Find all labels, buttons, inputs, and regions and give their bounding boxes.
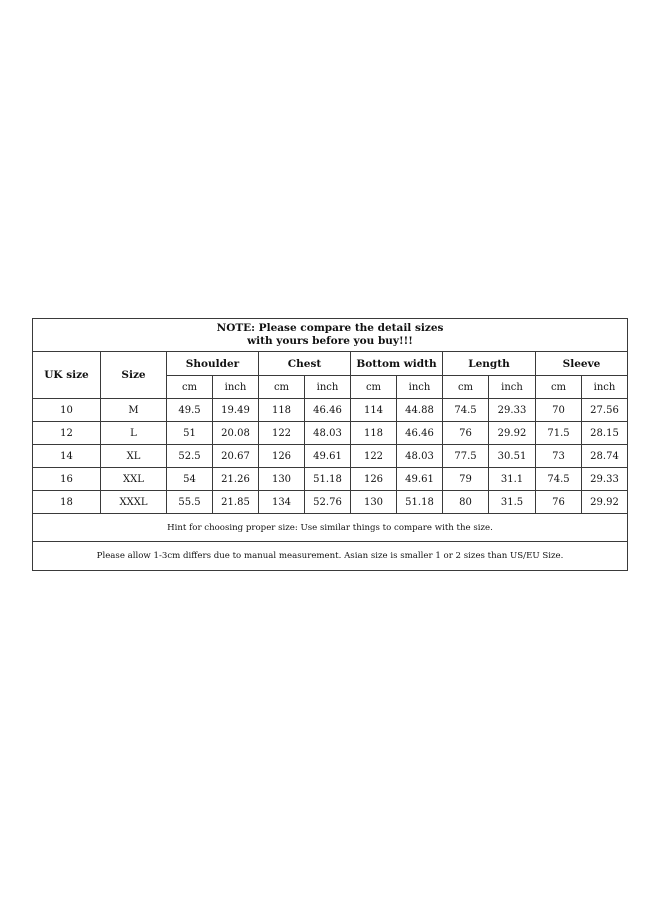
value-cell: 55.5 <box>167 491 213 514</box>
value-cell: 114 <box>351 399 397 422</box>
header-shoulder: Shoulder <box>167 352 259 376</box>
header-chest: Chest <box>259 352 351 376</box>
size-cell: L <box>101 422 167 445</box>
value-cell: 51.18 <box>305 468 351 491</box>
header-bottom-width: Bottom width <box>351 352 443 376</box>
value-cell: 118 <box>259 399 305 422</box>
value-cell: 130 <box>259 468 305 491</box>
value-cell: 54 <box>167 468 213 491</box>
uk-size-cell: 16 <box>33 468 101 491</box>
value-cell: 28.74 <box>582 445 628 468</box>
table-row <box>33 445 628 468</box>
value-cell: 71.5 <box>536 422 582 445</box>
value-cell: 44.88 <box>397 399 443 422</box>
header-size: Size <box>101 352 167 399</box>
value-cell: 27.56 <box>582 399 628 422</box>
uk-size-cell: 18 <box>33 491 101 514</box>
uk-size-cell: 12 <box>33 422 101 445</box>
value-cell: 49.61 <box>397 468 443 491</box>
size-cell: M <box>101 399 167 422</box>
unit-cell: cm <box>536 376 582 399</box>
uk-size-cell: 14 <box>33 445 101 468</box>
value-cell: 48.03 <box>397 445 443 468</box>
note-cell <box>33 319 628 352</box>
value-cell: 28.15 <box>582 422 628 445</box>
value-cell: 19.49 <box>213 399 259 422</box>
hint-text: Hint for choosing proper size: Use similar things to compare with the size. <box>33 514 628 542</box>
value-cell: 29.92 <box>582 491 628 514</box>
value-cell: 70 <box>536 399 582 422</box>
value-cell: 122 <box>259 422 305 445</box>
header-length: Length <box>443 352 536 376</box>
value-cell: 21.26 <box>213 468 259 491</box>
table-row <box>33 491 628 514</box>
unit-cell: inch <box>489 376 536 399</box>
value-cell: 46.46 <box>397 422 443 445</box>
size-cell: XXL <box>101 468 167 491</box>
unit-cell: cm <box>259 376 305 399</box>
size-cell: XXXL <box>101 491 167 514</box>
value-cell: 74.5 <box>536 468 582 491</box>
value-cell: 130 <box>351 491 397 514</box>
unit-cell: inch <box>305 376 351 399</box>
header-uk-size: UK size <box>33 352 101 399</box>
value-cell: 48.03 <box>305 422 351 445</box>
size-cell: XL <box>101 445 167 468</box>
value-cell: 51.18 <box>397 491 443 514</box>
uk-size-cell: 10 <box>33 399 101 422</box>
value-cell: 118 <box>351 422 397 445</box>
table-row <box>33 468 628 491</box>
footer-text: Please allow 1-3cm differs due to manual measurement. Asian size is smaller 1 or 2 sizes than US/EU Size. <box>33 542 628 571</box>
header-row-groups <box>33 352 628 376</box>
value-cell: 51 <box>167 422 213 445</box>
value-cell: 52.76 <box>305 491 351 514</box>
value-cell: 77.5 <box>443 445 489 468</box>
value-cell: 134 <box>259 491 305 514</box>
unit-cell: inch <box>397 376 443 399</box>
value-cell: 52.5 <box>167 445 213 468</box>
value-cell: 31.5 <box>489 491 536 514</box>
value-cell: 126 <box>351 468 397 491</box>
value-cell: 29.33 <box>489 399 536 422</box>
value-cell: 20.08 <box>213 422 259 445</box>
value-cell: 80 <box>443 491 489 514</box>
value-cell: 29.33 <box>582 468 628 491</box>
note-row <box>33 319 628 352</box>
value-cell: 21.85 <box>213 491 259 514</box>
value-cell: 76 <box>536 491 582 514</box>
value-cell: 49.5 <box>167 399 213 422</box>
unit-cell: inch <box>213 376 259 399</box>
table-row <box>33 422 628 445</box>
value-cell: 20.67 <box>213 445 259 468</box>
value-cell: 126 <box>259 445 305 468</box>
note-line-1: NOTE: Please compare the detail sizes <box>216 322 444 334</box>
value-cell: 30.51 <box>489 445 536 468</box>
value-cell: 122 <box>351 445 397 468</box>
table-row <box>33 399 628 422</box>
footer-row <box>33 542 628 571</box>
note-line-2: with yours before you buy!!! <box>247 335 413 347</box>
value-cell: 76 <box>443 422 489 445</box>
unit-cell: cm <box>443 376 489 399</box>
value-cell: 49.61 <box>305 445 351 468</box>
unit-cell: inch <box>582 376 628 399</box>
hint-row <box>33 514 628 542</box>
value-cell: 74.5 <box>443 399 489 422</box>
unit-cell: cm <box>167 376 213 399</box>
value-cell: 73 <box>536 445 582 468</box>
unit-cell: cm <box>351 376 397 399</box>
size-chart-table <box>32 318 628 571</box>
value-cell: 29.92 <box>489 422 536 445</box>
value-cell: 46.46 <box>305 399 351 422</box>
header-sleeve: Sleeve <box>536 352 628 376</box>
value-cell: 31.1 <box>489 468 536 491</box>
value-cell: 79 <box>443 468 489 491</box>
